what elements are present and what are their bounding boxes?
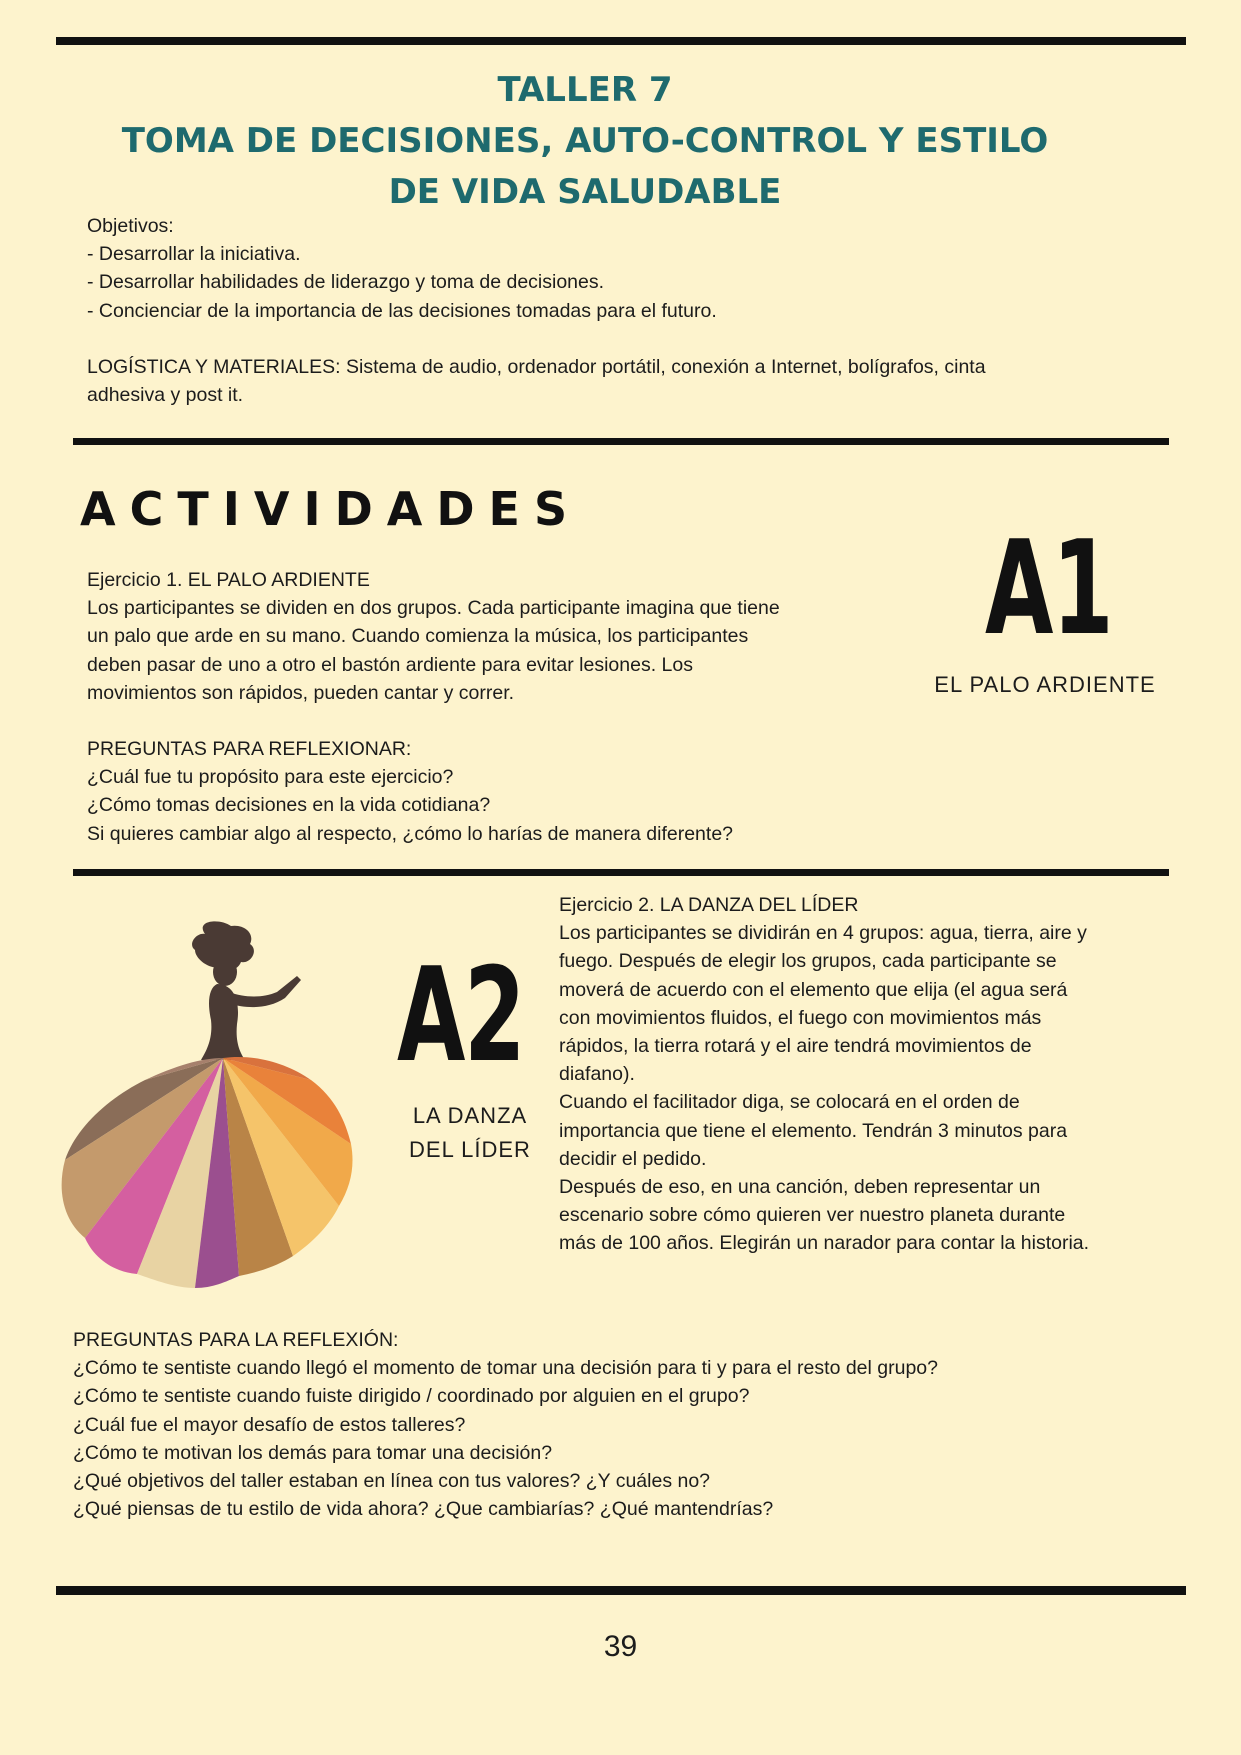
a2-line: con movimientos fluidos, el fuego con movimientos más (559, 1006, 1042, 1029)
a1-caption: EL PALO ARDIENTE (934, 672, 1156, 697)
a1-badge: A1 (985, 512, 1113, 664)
a2-caption (375, 1099, 565, 1167)
a2-caption-line: DEL LÍDER (409, 1137, 531, 1162)
a2-line: escenario sobre cómo quieren ver nuestro planeta durante (559, 1204, 1066, 1227)
a2-question: ¿Cómo te motivan los demás para tomar una decisión? (73, 1441, 553, 1464)
a2-question: ¿Qué objetivos del taller estaban en línea con tus valores? ¿Y cuáles no? (73, 1470, 711, 1493)
a1-line: deben pasar de uno a otro el bastón ardiente para evitar lesiones. Los (87, 653, 693, 676)
activities-heading: ACTIVIDADES (80, 482, 582, 536)
a2-line: moverá de acuerdo con el elemento que elija (el agua será (559, 978, 1068, 1001)
objective-item: - Desarrollar la iniciativa. (87, 243, 301, 266)
a2-line: Después de eso, en una canción, deben representar un (559, 1176, 1041, 1199)
a2-question: ¿Qué piensas de tu estilo de vida ahora? ¿Que cambiarías? ¿Qué mantendrías? (73, 1498, 774, 1521)
section-rule (73, 869, 1169, 876)
objectives-label: Objetivos: (87, 215, 174, 237)
objective-item: - Desarrollar habilidades de liderazgo y toma de decisiones. (87, 271, 605, 294)
top-rule (56, 37, 1186, 45)
objective-item: - Concienciar de la importancia de las decisiones tomadas para el futuro. (87, 299, 717, 322)
workshop-title-line2: DE VIDA SALUDABLE (388, 172, 782, 212)
a2-line: Cuando el facilitador diga, se colocará en el orden de (559, 1091, 1020, 1114)
a1-line: movimientos son rápidos, pueden cantar y correr. (87, 681, 515, 704)
a1-questions-label: PREGUNTAS PARA REFLEXIONAR: (87, 738, 412, 760)
a1-line: un palo que arde en su mano. Cuando comienza la música, los participantes (87, 625, 749, 648)
a2-line: más de 100 años. Elegirán un narador para contar la historia. (559, 1232, 1090, 1255)
a2-line: fuego. Después de elegir los grupos, cada participante se (559, 950, 1057, 973)
a2-question: ¿Cómo te sentiste cuando llegó el momento de tomar una decisión para ti y para el resto del grupo? (73, 1357, 938, 1380)
a2-questions-label: PREGUNTAS PARA LA REFLEXIÓN: (73, 1329, 399, 1351)
a2-line: rápidos, la tierra rotará y el aire tendrá movimientos de (559, 1035, 1032, 1058)
logistics-block (87, 353, 986, 409)
a2-line: Los participantes se dividirán en 4 grupos: agua, tierra, aire y (559, 922, 1087, 945)
a2-title: Ejercicio 2. LA DANZA DEL LÍDER (559, 894, 859, 916)
a2-questions-block (73, 1326, 938, 1523)
a1-question: ¿Cómo tomas decisiones en la vida cotidiana? (87, 794, 491, 817)
objectives-block (87, 212, 717, 325)
a2-line: decidir el pedido. (559, 1147, 707, 1170)
a2-question: ¿Cómo te sentiste cuando fuiste dirigido / coordinado por alguien en el grupo? (73, 1385, 750, 1408)
a2-line: diafano). (559, 1063, 635, 1086)
section-rule (73, 438, 1169, 445)
logistics-line: adhesiva y post it. (87, 384, 244, 407)
a2-caption-line: LA DANZA (412, 1103, 528, 1128)
a1-title: Ejercicio 1. EL PALO ARDIENTE (87, 569, 370, 591)
bottom-rule (56, 1586, 1186, 1595)
a1-text-block (87, 566, 780, 707)
dancer-illustration (45, 920, 385, 1290)
workshop-number: TALLER 7 (497, 70, 673, 110)
a2-line: importancia que tiene el elemento. Tendrán 3 minutos para (559, 1119, 1068, 1142)
a1-question: ¿Cuál fue tu propósito para este ejercicio? (87, 766, 454, 789)
logistics-line: LOGÍSTICA Y MATERIALES: Sistema de audio, ordenador portátil, conexión a Internet, bolígrafos, cinta (87, 356, 986, 378)
workshop-title-line1: TOMA DE DECISIONES, AUTO-CONTROL Y ESTILO (121, 121, 1049, 161)
page-number: 39 (603, 1630, 638, 1663)
a1-line: Los participantes se dividen en dos grupos. Cada participante imagina que tiene (87, 597, 780, 620)
a1-questions-block (87, 735, 733, 848)
a2-badge: A2 (397, 939, 525, 1091)
a2-question: ¿Cuál fue el mayor desafío de estos talleres? (73, 1413, 466, 1436)
a1-question: Si quieres cambiar algo al respecto, ¿cómo lo harías de manera diferente? (87, 822, 734, 845)
a2-text-block (559, 891, 1089, 1258)
